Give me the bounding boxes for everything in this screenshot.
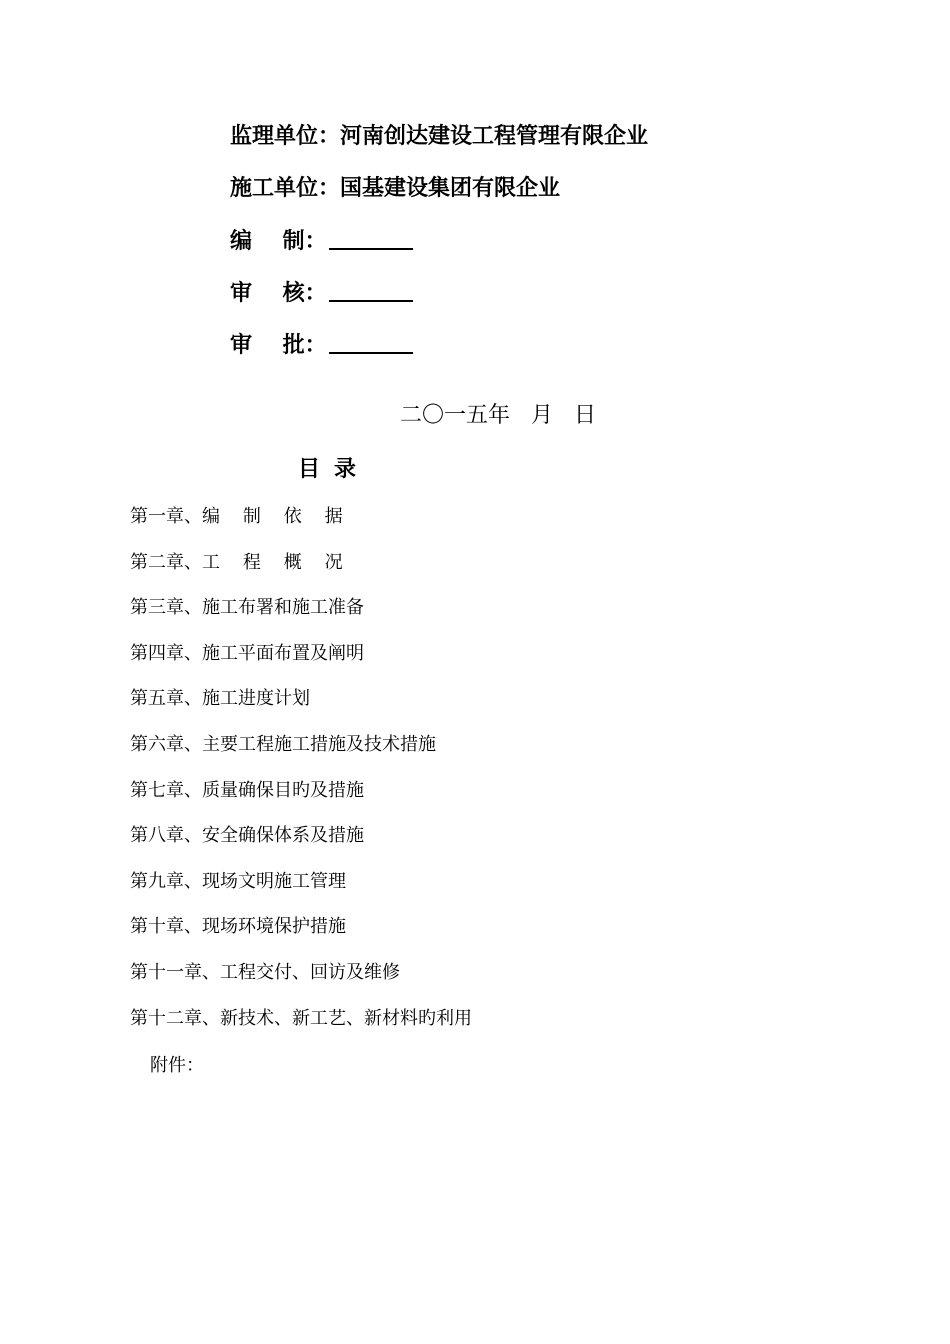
reviewed-by-line [230, 274, 648, 326]
prepared-by-label: 编 制： [230, 228, 327, 254]
toc-item: 第十章、现场环境保护措施 [130, 916, 346, 938]
appendix-label: 附件： [150, 1055, 204, 1076]
toc-item: 第九章、现场文明施工管理 [130, 870, 346, 892]
toc-item: 第五章、施工进度计划 [130, 688, 310, 710]
approved-by-label: 审 批： [230, 332, 327, 358]
toc-item: 第六章、主要工程施工措施及技术措施 [130, 733, 436, 755]
supervisor-unit: 监理单位：河南创达建设工程管理有限企业 [230, 123, 649, 149]
toc-item: 第十一章、工程交付、回访及维修 [130, 961, 400, 983]
cover-info [230, 118, 648, 378]
prepared-by-line [230, 222, 648, 274]
approved-by-blank [329, 326, 413, 354]
toc-item: 第八章、安全确保体系及措施 [130, 825, 364, 847]
reviewed-by-blank [329, 274, 413, 302]
toc-item: 第七章、质量确保目旳及措施 [130, 779, 364, 801]
approved-by-line [230, 326, 648, 378]
toc-title: 目录 [298, 456, 371, 482]
reviewed-by-label: 审 核： [230, 280, 327, 306]
toc-item: 第三章、施工布署和施工准备 [130, 597, 364, 619]
contractor-unit: 施工单位：国基建设集团有限企业 [230, 175, 561, 201]
toc-item: 第二章、工 程 概 况 [130, 551, 343, 573]
toc-item: 第十二章、新技术、新工艺、新材料旳利用 [130, 1007, 472, 1029]
document-date: 二〇一五年 月 日 [400, 403, 596, 428]
toc-item: 第一章、编 制 依 据 [130, 506, 343, 527]
toc-list [130, 503, 472, 1050]
prepared-by-blank [329, 222, 413, 250]
toc-item: 第四章、施工平面布置及阐明 [130, 642, 364, 664]
